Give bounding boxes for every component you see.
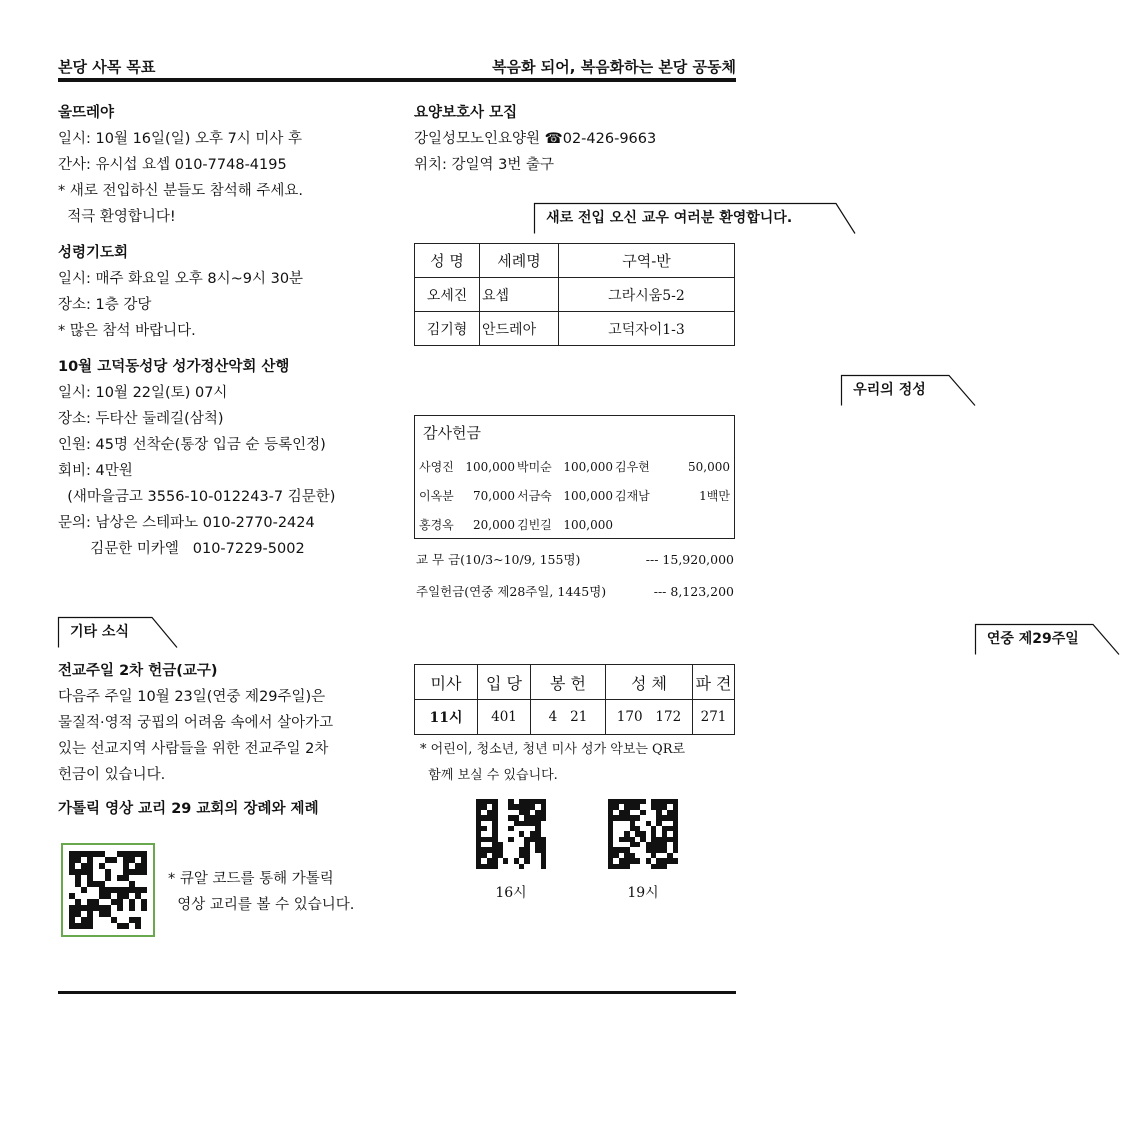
caregiver-title: 요양보호사 모집 — [414, 105, 518, 121]
caregiver-line: 강일성모노인요양원 ☎02-426-9663 — [414, 131, 657, 147]
ulttrea-title: 울뜨레야 — [58, 105, 115, 121]
table-row — [415, 700, 735, 735]
prayer-line: * 많은 참석 바랍니다. — [58, 323, 196, 339]
hike-line: (새마을금고 3556-10-012243-7 김문한) — [58, 489, 336, 505]
col-header: 구역-반 — [559, 244, 735, 278]
donor-amount: 100,000 — [563, 489, 613, 503]
donor-amount: 70,000 — [473, 489, 515, 503]
col-header: 입 당 — [478, 665, 531, 700]
note-line: 함께 보실 수 있습니다. — [420, 768, 558, 783]
qr-label-16: 16시 — [495, 885, 527, 901]
col-header: 성 명 — [415, 244, 480, 278]
caregiver-section — [414, 100, 736, 178]
mission-line: 있는 선교지역 사람들을 위한 전교주일 2차 — [58, 741, 329, 757]
cell-dismissal: 271 — [693, 700, 735, 735]
left-column — [58, 100, 388, 562]
ulttrea-line: 간사: 유시섭 요셉 010-7748-4195 — [58, 157, 287, 173]
hike-line: 김문한 미카엘 010-7229-5002 — [58, 541, 305, 557]
offering-summary — [416, 547, 734, 607]
cell-district: 고덕자이1-3 — [559, 312, 735, 346]
hike-line: 문의: 남상은 스테파노 010-2770-2424 — [58, 515, 315, 531]
cell-offertory: 4 21 — [531, 700, 606, 735]
hike-line: 장소: 두타산 둘레길(삼척) — [58, 411, 224, 427]
summary-value: --- 8,123,200 — [653, 584, 734, 599]
donor-name: 서금숙 — [517, 489, 552, 503]
donor-amount: 100,000 — [563, 460, 613, 474]
summary-row — [416, 579, 734, 607]
thanks-offering-box — [414, 415, 735, 539]
table-row — [415, 312, 735, 346]
summary-label: 교 무 금(10/3~10/9, 155명) — [416, 552, 581, 567]
offering-tag — [841, 375, 970, 405]
col-header: 파 견 — [693, 665, 735, 700]
attendance-tag-label: 연중 제29주일 — [986, 631, 1079, 647]
cell-baptismal: 요셉 — [480, 278, 559, 312]
video-qr-frame — [61, 843, 155, 937]
donor-name — [615, 511, 655, 540]
caregiver-line: 위치: 강일역 3번 출구 — [414, 157, 554, 173]
cell-entrance: 401 — [478, 700, 531, 735]
newcomers-tag-label: 새로 전입 오신 교우 여러분 환영합니다. — [546, 210, 793, 226]
mission-line: 헌금이 있습니다. — [58, 767, 166, 783]
cell-communion: 170 172 — [606, 700, 693, 735]
prayer-title: 성령기도회 — [58, 245, 129, 261]
video-note — [168, 866, 388, 918]
cell-district: 그라시움5-2 — [559, 278, 735, 312]
donor-name: 김빈길 — [517, 518, 552, 532]
video-title: 가톨릭 영상 교리 29 교회의 장례와 제례 — [58, 801, 319, 817]
header-left: 본당 사목 목표 — [58, 58, 156, 76]
other-news-tag — [58, 617, 173, 647]
qr-code-icon[interactable] — [476, 799, 546, 869]
offering-row — [419, 511, 730, 540]
donor-name: 홍경옥 — [419, 518, 454, 532]
hike-line: 인원: 45명 선착순(통장 입금 순 등록인정) — [58, 437, 326, 453]
hike-line: 회비: 4만원 — [58, 463, 133, 479]
mission-title: 전교주일 2차 헌금(교구) — [58, 663, 218, 679]
top-divider — [58, 78, 736, 82]
donor-amount: 20,000 — [473, 518, 515, 532]
cell-baptismal: 안드레아 — [480, 312, 559, 346]
cell-name: 오세진 — [415, 278, 480, 312]
note-line: * 어린이, 청소년, 청년 미사 성가 악보는 QR로 — [420, 742, 686, 757]
ulttrea-line: 일시: 10월 16일(일) 오후 7시 미사 후 — [58, 131, 303, 147]
mission-line: 물질적·영적 궁핍의 어려움 속에서 살아가고 — [58, 715, 334, 731]
offering-tag-label: 우리의 정성 — [853, 382, 926, 398]
donor-amount: 100,000 — [465, 460, 515, 474]
donor-amount: 50,000 — [688, 460, 730, 474]
donor-amount: 100,000 — [563, 518, 613, 532]
col-header: 성 체 — [606, 665, 693, 700]
prayer-line: 일시: 매주 화요일 오후 8시~9시 30분 — [58, 271, 304, 287]
donor-name: 박미순 — [517, 460, 552, 474]
ulttrea-line: 적극 환영합니다! — [58, 209, 176, 225]
qr-code-icon[interactable] — [69, 851, 147, 929]
donor-name: 김재남 — [615, 489, 650, 503]
thanks-list — [419, 453, 730, 540]
hike-line: 일시: 10월 22일(토) 07시 — [58, 385, 228, 401]
summary-value: --- 15,920,000 — [645, 552, 734, 567]
bottom-divider — [58, 991, 736, 994]
mission-line: 다음주 주일 10월 23일(연중 제29주일)은 — [58, 689, 326, 705]
cell-name: 김기형 — [415, 312, 480, 346]
header-right: 복음화 되어, 복음화하는 본당 공동체 — [492, 58, 736, 76]
offering-row — [419, 453, 730, 482]
hike-title: 10월 고덕동성당 성가정산악회 산행 — [58, 359, 290, 375]
attendance-tag — [975, 624, 1123, 654]
cell-mass: 11시 — [415, 700, 478, 735]
qr-label-19: 19시 — [627, 885, 659, 901]
summary-row — [416, 547, 734, 579]
col-header: 미사 — [415, 665, 478, 700]
summary-label: 주일헌금(연중 제28주일, 1445명) — [416, 584, 607, 599]
col-header: 봉 헌 — [531, 665, 606, 700]
attendance-table — [414, 664, 735, 735]
other-news-body — [58, 658, 388, 822]
qr-code-icon[interactable] — [608, 799, 678, 869]
offering-row — [419, 482, 730, 511]
newcomers-tag — [534, 203, 836, 233]
ulttrea-line: * 새로 전입하신 분들도 참석해 주세요. — [58, 183, 304, 199]
donor-amount: 1백만 — [699, 489, 730, 503]
attendance-note — [420, 737, 736, 789]
donor-name: 사영진 — [419, 460, 454, 474]
video-line: * 큐알 코드를 통해 가톨릭 — [168, 871, 334, 887]
video-line: 영상 교리를 볼 수 있습니다. — [168, 897, 355, 913]
donor-name: 이옥분 — [419, 489, 454, 503]
other-news-tag-label: 기타 소식 — [70, 624, 129, 640]
thanks-title: 감사헌금 — [423, 424, 481, 442]
col-header: 세례명 — [480, 244, 559, 278]
donor-name: 김우현 — [615, 460, 650, 474]
newcomers-table — [414, 243, 735, 346]
prayer-line: 장소: 1층 강당 — [58, 297, 152, 313]
table-row — [415, 278, 735, 312]
donor-amount — [655, 511, 730, 540]
